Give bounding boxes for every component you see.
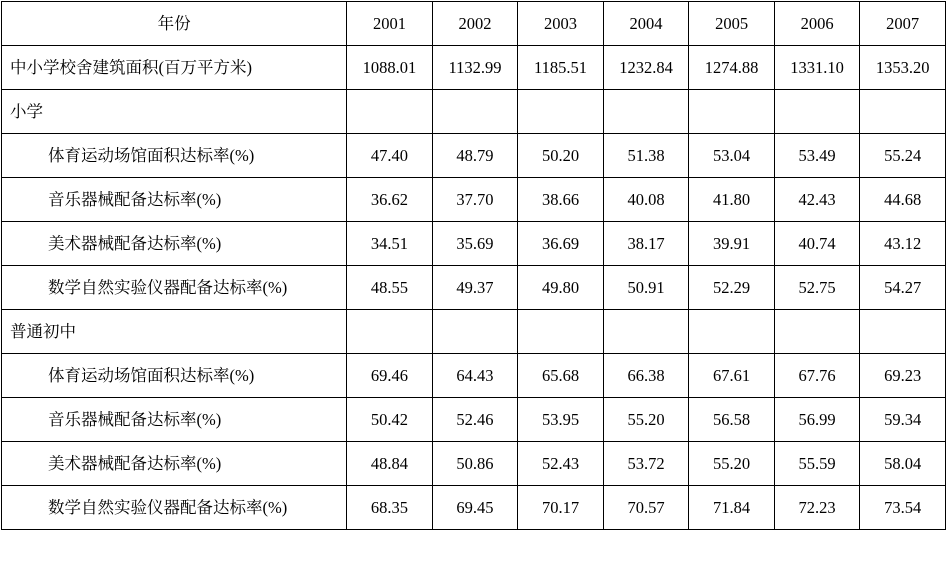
table-cell: 36.69 (518, 222, 604, 266)
table-cell: 70.17 (518, 486, 604, 530)
table-row (2, 134, 946, 178)
table-cell: 40.08 (603, 178, 689, 222)
table-cell: 48.84 (347, 442, 433, 486)
group-label: 普通初中 (2, 310, 347, 354)
table-cell: 1088.01 (347, 46, 433, 90)
table-cell: 52.43 (518, 442, 604, 486)
table-cell (603, 310, 689, 354)
table-cell: 1353.20 (860, 46, 946, 90)
group-label: 小学 (2, 90, 347, 134)
row-label: 美术器械配备达标率(%) (2, 222, 347, 266)
column-header-year: 2005 (689, 2, 775, 46)
table-cell (860, 310, 946, 354)
column-header-year: 2006 (774, 2, 860, 46)
table-cell: 49.80 (518, 266, 604, 310)
row-label: 体育运动场馆面积达标率(%) (2, 134, 347, 178)
table-cell: 47.40 (347, 134, 433, 178)
table-cell (603, 90, 689, 134)
table-cell: 56.58 (689, 398, 775, 442)
table-cell: 1331.10 (774, 46, 860, 90)
table-cell: 36.62 (347, 178, 433, 222)
table-header (2, 2, 946, 46)
table-cell (860, 90, 946, 134)
table-cell: 70.57 (603, 486, 689, 530)
table-cell (774, 310, 860, 354)
table-cell: 44.68 (860, 178, 946, 222)
row-label: 音乐器械配备达标率(%) (2, 178, 347, 222)
table-cell: 50.86 (432, 442, 518, 486)
row-label: 数学自然实验仪器配备达标率(%) (2, 266, 347, 310)
table-row (2, 486, 946, 530)
table-cell: 59.34 (860, 398, 946, 442)
table-cell: 55.20 (689, 442, 775, 486)
table-cell: 52.75 (774, 266, 860, 310)
table-cell (432, 310, 518, 354)
table-row (2, 442, 946, 486)
table-cell: 53.49 (774, 134, 860, 178)
table-cell: 39.91 (689, 222, 775, 266)
table-cell: 41.80 (689, 178, 775, 222)
column-header-year: 2003 (518, 2, 604, 46)
table-cell: 51.38 (603, 134, 689, 178)
table-cell (689, 310, 775, 354)
column-header-year: 2002 (432, 2, 518, 46)
table-cell: 38.17 (603, 222, 689, 266)
table-row (2, 222, 946, 266)
table-cell (347, 90, 433, 134)
table-cell: 52.46 (432, 398, 518, 442)
table-cell: 1232.84 (603, 46, 689, 90)
table-cell: 55.24 (860, 134, 946, 178)
table-cell: 40.74 (774, 222, 860, 266)
column-header-year: 2001 (347, 2, 433, 46)
table-cell: 54.27 (860, 266, 946, 310)
table-row (2, 266, 946, 310)
table-cell: 69.46 (347, 354, 433, 398)
table-cell: 1274.88 (689, 46, 775, 90)
table-cell: 53.04 (689, 134, 775, 178)
table-cell: 34.51 (347, 222, 433, 266)
table-row (2, 46, 946, 90)
table-cell: 69.45 (432, 486, 518, 530)
table-cell: 1132.99 (432, 46, 518, 90)
table-cell: 66.38 (603, 354, 689, 398)
table-cell: 68.35 (347, 486, 433, 530)
row-label: 音乐器械配备达标率(%) (2, 398, 347, 442)
table-cell: 50.91 (603, 266, 689, 310)
table-row (2, 178, 946, 222)
table-cell: 72.23 (774, 486, 860, 530)
table-cell: 73.54 (860, 486, 946, 530)
table-cell: 67.76 (774, 354, 860, 398)
table-cell (689, 90, 775, 134)
table-cell: 50.20 (518, 134, 604, 178)
table-row (2, 398, 946, 442)
table-cell: 48.79 (432, 134, 518, 178)
table-cell: 53.95 (518, 398, 604, 442)
table-cell: 49.37 (432, 266, 518, 310)
table-row (2, 354, 946, 398)
table-cell: 65.68 (518, 354, 604, 398)
row-label: 中小学校舍建筑面积(百万平方米) (2, 46, 347, 90)
column-header-label: 年份 (2, 2, 347, 46)
row-label: 数学自然实验仪器配备达标率(%) (2, 486, 347, 530)
table-cell (774, 90, 860, 134)
table-header-row (2, 2, 946, 46)
table-cell: 56.99 (774, 398, 860, 442)
table-body (2, 46, 946, 530)
table-cell: 52.29 (689, 266, 775, 310)
table-cell: 43.12 (860, 222, 946, 266)
column-header-year: 2004 (603, 2, 689, 46)
table-cell: 35.69 (432, 222, 518, 266)
table-cell: 1185.51 (518, 46, 604, 90)
table-cell: 53.72 (603, 442, 689, 486)
table-cell (518, 90, 604, 134)
table-cell: 67.61 (689, 354, 775, 398)
table-cell (347, 310, 433, 354)
table-cell: 58.04 (860, 442, 946, 486)
table-cell: 64.43 (432, 354, 518, 398)
table-group-row (2, 310, 946, 354)
table-cell: 69.23 (860, 354, 946, 398)
table-cell: 42.43 (774, 178, 860, 222)
table-cell: 48.55 (347, 266, 433, 310)
table-cell (432, 90, 518, 134)
table-cell: 55.59 (774, 442, 860, 486)
table-cell: 50.42 (347, 398, 433, 442)
table-cell: 38.66 (518, 178, 604, 222)
table-cell (518, 310, 604, 354)
statistics-table (1, 1, 946, 530)
table-cell: 55.20 (603, 398, 689, 442)
column-header-year: 2007 (860, 2, 946, 46)
table-group-row (2, 90, 946, 134)
table-cell: 37.70 (432, 178, 518, 222)
row-label: 体育运动场馆面积达标率(%) (2, 354, 347, 398)
row-label: 美术器械配备达标率(%) (2, 442, 347, 486)
table-cell: 71.84 (689, 486, 775, 530)
